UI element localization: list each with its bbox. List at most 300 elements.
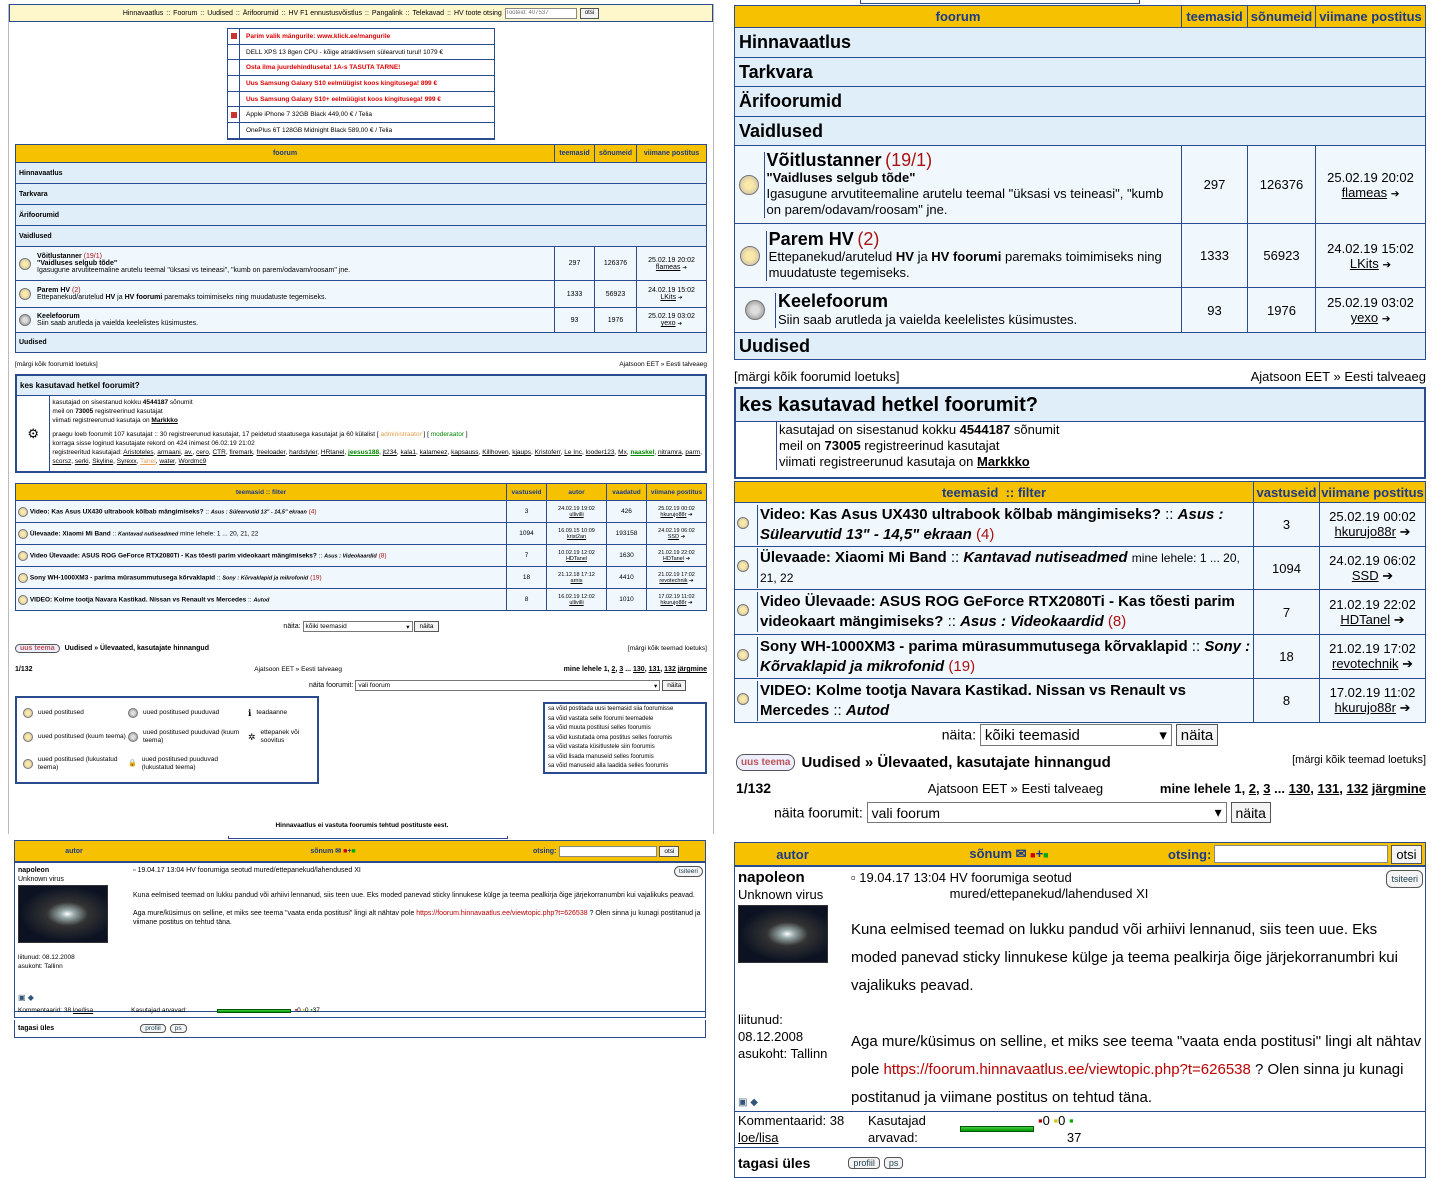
- topic-icon: [737, 515, 757, 535]
- topic-replies: 8: [1254, 679, 1320, 723]
- timezone-label: Ajatsoon EET » Eesti talveaeg: [619, 361, 707, 368]
- forum-title[interactable]: Võitlustanner: [37, 253, 82, 260]
- legend-item: uued postitused puuduvad: [128, 704, 248, 722]
- ad-text[interactable]: Apple iPhone 7 32GB Black 449,00 € / Telia: [246, 111, 372, 119]
- online-user[interactable]: Wordmc9: [178, 458, 207, 465]
- forum-row-parem-hv[interactable]: Parem HV (2) Ettepanekud/arutelud HV ja HV foorumi paremaks toimimiseks ning muudatuste tegemiseks.: [735, 224, 1182, 288]
- topic-pages[interactable]: mine lehele: 1 ... 20, 21, 22: [180, 530, 259, 538]
- ad-spacer: [228, 60, 240, 75]
- topics-table: teemasid :: filter vastuseid autor vaadatud viimane postitus Video: Kas Asus UX430 ultrabook kõlbab mängimiseks? :: Asus : Sülearvutid 13" - 14,5" ekraan (4) 3 24.02.19 19:02 ullivilli 426 25.02.19 00:02 hkurujo88r ➔ Ülevaade: Xiaomi Mi Band :: Kantavad nutiseadmed mine lehele: 1 ... 20, 21, 22 1094 16.09.15 10:09 krist2an 193158 24.02.19 06:02 SSD ➔ Video Ülevaade: ASUS ROG GeForce RTX2080Ti - Kas tõesti parim videokaart mängimiseks? :: Asus : Videokaardid (8) 7 10.02.19 12:02 HDTanel 1630 21.02.19 22:02 HDTanel ➔ Sony WH-1000XM3 - parima mürasummutusega kõrvaklapid :: Sony : Kõrvaklapid ja mikrofonid (19) 18 21.12.18 17:12 arnis 4410 21.02.19 17:02 revotechnik ➔ VIDEO: Kolme tootja Navara Kastikad. Nissan vs Renault vs Mercedes :: Autod 8 16.02.19 12:02 ullivilli 1010 17.02.19 11:02 hkurujo88r ➔: [15, 483, 707, 611]
- filter-link[interactable]: filter: [1017, 484, 1047, 500]
- legend-item: uued postitused (kuum teema): [23, 725, 128, 749]
- ad-box: [227, 28, 495, 140]
- page-link[interactable]: 131: [648, 666, 661, 673]
- topic-icon: [737, 602, 757, 622]
- ad-row[interactable]: [228, 123, 494, 139]
- topic-replies: 7: [1254, 590, 1320, 635]
- forum-row-voitlustanner[interactable]: Võitlustanner (19/1) "Vaidluses selgub tõde" Igasugune arvutiteemaline arutelu teemal "üksasi vs teineasi", "kumb on parem/odavam/roosam" jne.: [735, 146, 1182, 224]
- topic-replies: 1094: [507, 523, 547, 545]
- ad-row[interactable]: [228, 60, 494, 76]
- category-arifoorumid[interactable]: Ärifoorumid: [735, 87, 1426, 117]
- ad-row[interactable]: [228, 92, 494, 108]
- posts-count: 126376: [1248, 146, 1316, 224]
- post-body-p1: Kuna eelmised teemad on lukku pandud või arhiivi lennanud, siis teen uue. Eks moded panevad sticky linnukese külge ja teema pealkirja õige järjekorranumbri kui vajalikuks peavad.: [851, 921, 1398, 994]
- last-post-user[interactable]: flameas: [1341, 184, 1388, 200]
- product-search-input[interactable]: [505, 8, 577, 19]
- online-user[interactable]: nitramra: [657, 449, 682, 456]
- show-topics-button[interactable]: näita: [1176, 724, 1219, 746]
- online-users-list[interactable]: registreeritud kasutajad: Aristoteles, armaani, av., cero, CTR, firemark, freeloader, hardstyler, HRtanel, jeesus188, jt234, kala1, kalameez, kapsauss, Killhoven, kjaups, Kristoferr, Le Inc, looder123, Mx, naaskel, nitramra, parm, scorsz, serki, Skyline, Syrexx, Tanel, water, Wordmc9: [52, 449, 703, 465]
- online-user[interactable]: Skyline: [92, 458, 114, 465]
- topic-subforum[interactable]: Autod: [845, 701, 890, 719]
- nav-sep: ::: [235, 9, 240, 17]
- forum-list-zoomed: foorum teemasid sõnumeid viimane postitus Hinnavaatlus Tarkvara Ärifoorumid Vaidlused Võitlustanner (19/1) "Vaidluses selgub tõde" Igasugune arvutiteemaline arutelu teemal "üksasi vs teineasi", "kumb on parem/odavam/roosam" jne. 297 126376 25.02.19 20:02 flameas ➔ Parem HV (2) Ettepanekud/arutelud HV ja HV foorumi paremaks toimimiseks ning muudatuste tegemiseks. 1333 56923 24.02.19 15:02 LKits ➔ Keelefoorum Siin saab arutleda ja vaielda keelelistes küsimustes. 93 1976 25.02.19 03:02 yexo ➔ Uudised [märgi kõik foorumid loetuks] Ajatsoon EET » Eesti talveaeg kes kasutavad hetkel foorumit? kasutajad on sisestanud kokku 4544187 sõnumit meil on 73005 registreerinud kasutajat viimati registreerunud kasutaja on Markkko teemasid :: filter vastuseid viimane postitus Video: Kas Asus UX430 ultrabook kõlbab mängimiseks? :: Asus : Sülearvutid 13" - 14,5" ekraan (4) 3 25.02.19 00:02 hkurujo88r ➔ Ülevaade: Xiaomi Mi Band :: Kantavad nutiseadmed mine lehele: 1 ... 20, 21, 22 1094 24.02.19 06:02 SSD ➔ Video Ülevaade: ASUS ROG GeForce RTX2080Ti - Kas tõesti parim videokaart mängimiseks? :: Asus : Videokaardid (8) 7 21.02.19 22:02 HDTanel ➔ Sony WH-1000XM3 - parima mürasummutusega kõrvaklapid :: Sony : Kõrvaklapid ja mikrofonid (19) 18 21.02.19 17:02 revotechnik ➔ VIDEO: Kolme tootja Navara Kastikad. Nissan vs Renault vs Mercedes :: Autod 8 17.02.19 11:02 hkurujo88r ➔ näita: kõiki teemasid ▾ näita uus teema Uudised » Ülevaated, kasutajate hinnangud [märgi kõik teemad loetuks] 1/132 Ajatsoon EET » Eesti talveaeg mine lehele 1, 2, 3 ... 130, 131, 132 järgmine näita foorumit: vali foorum ▾ näita: [730, 0, 1432, 828]
- topic-author: 24.02.19 19:02 ullivilli: [547, 501, 607, 523]
- newest-user-link[interactable]: Markkko: [151, 417, 178, 424]
- topics-count: 1333: [1182, 224, 1248, 288]
- topic-count: (19): [948, 657, 976, 675]
- nav-link[interactable]: Uudised: [207, 9, 233, 17]
- quote-button[interactable]: tsiteeri: [674, 866, 703, 877]
- nav-sep: ::: [365, 9, 369, 17]
- topic-row[interactable]: VIDEO: Kolme tootja Navara Kastikad. Nissan vs Renault vs Mercedes :: Autod 8 16.02.19 12:02 ullivilli 1010 17.02.19 11:02 hkurujo88r ➔: [16, 589, 707, 611]
- topic-subforum[interactable]: Asus : Videokaardid: [960, 613, 1104, 630]
- topic-count: (8): [378, 552, 387, 560]
- online-user[interactable]: Aristoteles: [123, 449, 154, 456]
- online-user[interactable]: kala1: [400, 449, 417, 456]
- ad-spacer: [228, 123, 240, 138]
- topic-author: 16.09.15 10:09 krist2an: [547, 523, 607, 545]
- topic-title[interactable]: Ülevaade: Xiaomi Mi Band: [29, 530, 111, 538]
- online-user[interactable]: Syrexx: [116, 458, 137, 465]
- folder-new-icon: [739, 175, 759, 195]
- page-link[interactable]: ...: [625, 666, 632, 673]
- legend-item: uued postitused: [23, 704, 128, 722]
- folder-new-icon: [19, 288, 31, 300]
- online-user[interactable]: Kristoferr: [534, 449, 561, 456]
- mark-topics-read-link[interactable]: [märgi kõik teemad loetuks]: [627, 645, 707, 652]
- permission-line: sa võid muuta postitusi selles foorumis: [548, 725, 651, 731]
- topic-subforum[interactable]: Sony : Kõrvaklapid ja mikrofonid: [222, 575, 309, 582]
- page-link[interactable]: ...: [1274, 780, 1285, 796]
- timezone-label: Ajatsoon EET » Eesti talveaeg: [1250, 369, 1426, 384]
- online-user[interactable]: parm: [685, 449, 701, 456]
- nav-link[interactable]: Telekavad: [412, 9, 445, 17]
- jump-forum-select[interactable]: vali foorum ▾: [867, 802, 1227, 823]
- last-post-user[interactable]: yexo: [1350, 310, 1379, 325]
- posts-count: 56923: [595, 281, 637, 308]
- post-date: 19.04.17 13:04: [137, 867, 185, 874]
- topic-subforum[interactable]: Sony : Kõrvaklapid ja mikrofonid: [760, 637, 1251, 675]
- topic-icon: [18, 529, 28, 539]
- topic-icon: [737, 647, 757, 667]
- profile-button[interactable]: profiil: [140, 1024, 166, 1033]
- top-navigation: [9, 4, 713, 22]
- who-is-online-box: kes kasutavad hetkel foorumit? ⚙ kasutajad on sisestanud kokku 4544187 sõnumit meil on 73005 registreerinud kasutajat viimati registreerunud kasutaja on Markkko praegu loeb foorumit 107 kasutajat :: 30 registreerunud kasutajat, 17 peidetud staatusega kasutajat ja 60 külalist [ administraator ] [ moderaator ] korraga sisse loginud kasutajate rekord on 424 inimest 06.02.19 21:02 registreeritud kasutajad: Aristoteles, armaani, av., cero, CTR, firemark, freeloader, hardstyler, HRtanel, jeesus188, jt234, kala1, kalameez, kapsauss, Killhoven, kjaups, Kristoferr, Le Inc, looder123, Mx, naaskel, nitramra, parm, scorsz, serki, Skyline, Syrexx, Tanel, water, Wordmc9: [15, 374, 707, 473]
- last-post: 24.02.19 15:02 LKits ➔: [1316, 224, 1426, 288]
- topic-row[interactable]: Video: Kas Asus UX430 ultrabook kõlbab mängimiseks? :: Asus : Sülearvutid 13" - 14,5" ekraan (4) 3 24.02.19 19:02 ullivilli 426 25.02.19 00:02 hkurujo88r ➔: [16, 501, 707, 523]
- profile-icons[interactable]: ▣ ◆: [738, 1097, 758, 1108]
- breadcrumb-forum[interactable]: Ülevaated, kasutajate hinnangud: [877, 754, 1111, 771]
- mark-topics-read-link[interactable]: [märgi kõik teemad loetuks]: [1292, 754, 1426, 766]
- forum-table: [734, 5, 1426, 360]
- topic-last-post: 24.02.19 06:02 SSD ➔: [1320, 547, 1426, 590]
- permission-line: sa võid kustutada oma postitus selles foorumis: [548, 734, 673, 741]
- newest-user-link[interactable]: Markkko: [977, 454, 1030, 469]
- topic-title[interactable]: Video Ülevaade: ASUS ROG GeForce RTX2080Ti - Kas tõesti parim videokaart mängimiseks?: [29, 552, 317, 560]
- online-user[interactable]: Killhoven: [482, 449, 509, 456]
- page-link[interactable]: 132: [664, 666, 676, 673]
- topic-title[interactable]: Sony WH-1000XM3 - parima mürasummutusega kõrvaklapid: [29, 574, 216, 582]
- topic-last-post: 17.02.19 11:02 hkurujo88r ➔: [647, 589, 707, 611]
- category-uudised[interactable]: Uudised: [16, 333, 707, 353]
- topic-row[interactable]: Sony WH-1000XM3 - parima mürasummutusega kõrvaklapid :: Sony : Kõrvaklapid ja mikrofonid (19) 18 21.02.19 17:02 revotechnik ➔: [735, 635, 1426, 679]
- permission-line: sa võid postitada uusi teemasid siia foorumisse: [548, 706, 674, 712]
- category-vaidlused[interactable]: Vaidlused: [16, 226, 707, 247]
- folder-new-icon: [740, 246, 760, 266]
- last-post-user[interactable]: flameas: [655, 263, 681, 271]
- mark-forums-read-link[interactable]: [märgi kõik foorumid loetuks]: [15, 361, 98, 368]
- ad-row[interactable]: [228, 29, 494, 45]
- topic-views: 1630: [607, 545, 647, 567]
- topic-count: (8): [1107, 613, 1127, 630]
- post-author[interactable]: napoleon: [18, 867, 50, 874]
- who-title: kes kasutavad hetkel foorumit?: [736, 389, 1424, 422]
- page-link[interactable]: 130: [1288, 780, 1311, 796]
- mark-forums-read-link[interactable]: [märgi kõik foorumid loetuks]: [734, 369, 900, 384]
- topic-author: 16.02.19 12:02 ullivilli: [547, 589, 607, 611]
- legend-item: 🔒 uued postitused puuduvad (lukustatud teema): [128, 756, 218, 771]
- topic-count: (4): [976, 525, 995, 543]
- online-user[interactable]: kapsauss: [451, 449, 479, 456]
- posts-count: 1976: [595, 308, 637, 333]
- online-user[interactable]: jt234: [382, 449, 397, 456]
- topics-count: 93: [1182, 288, 1248, 333]
- page-link[interactable]: 1: [603, 666, 608, 673]
- topic-count: (19): [310, 574, 322, 582]
- back-to-top-link[interactable]: tagasi üles: [738, 1154, 811, 1171]
- ad-text[interactable]: Uus Samsung Galaxy S10 eelmüügist koos kingitusega! 899 €: [246, 79, 438, 87]
- online-user[interactable]: jeesus188: [348, 449, 380, 456]
- legend-icon: [23, 708, 33, 718]
- page-link[interactable]: 2: [611, 666, 616, 673]
- nav-link[interactable]: Hinnavaatlus: [122, 9, 164, 17]
- topic-author: 21.12.18 17:12 arnis: [547, 567, 607, 589]
- permission-line: sa võid vastata selle foorumi teemadele: [548, 715, 654, 722]
- permission-line: sa võid lisada manuseid selles foorumis: [548, 753, 654, 760]
- nav-sep: ::: [405, 9, 410, 17]
- author-rank: Unknown virus: [738, 887, 824, 902]
- post-link[interactable]: https://foorum.hinnavaatlus.ee/viewtopic.php?t=626538: [416, 910, 588, 917]
- ad-spacer: [228, 76, 240, 91]
- online-user[interactable]: cero: [196, 449, 209, 456]
- ad-text[interactable]: Parim valik mängurile: www.klick.ee/mangurile: [246, 32, 391, 40]
- post-view-small: autor sõnum ✉ ■+■ otsing: otsi napoleon Unknown virus liitunud: 08.12.2008 asukoht: Tallinn ▣ ◆ ▫ 19.04.17 13:04 HV foorumiga seotud mured/ettepanekud/lahendused XI tsiteeri Kuna eelmised teemad on lukku pandud või arhiivi lennanud, siis teen uue. Eks moded panevad sticky linnukese külge ja teema pealkirja õige järjekorranumbri kui vajalikuks peavad. Aga mure/küsimus on selline, et miks see teema "vaata enda postitusi" lingi alt nähtav pole https://foorum.hinnavaatlus.ee/viewtopic.php?t=626538 ? Olen sinna ju kunagi postitanud ja viimane postitus on tehtud täna. Kommentaarid: 38 loe/lisa Kasutajad arvavad: ▪0 ▪0 ▪37 tagasi üles profiil ps: [8, 836, 714, 1044]
- topic-author: 10.02.19 12:02 HDTanel: [547, 545, 607, 567]
- pagination[interactable]: mine lehele 1, 2, 3 ... 130, 131, 132 järgmine: [1159, 780, 1426, 796]
- col-last: viimane postitus: [1316, 6, 1426, 28]
- jump-forum-button[interactable]: näita: [1231, 802, 1271, 823]
- topic-replies: 7: [507, 545, 547, 567]
- online-user[interactable]: looder123: [585, 449, 615, 456]
- col-last: viimane postitus: [637, 145, 707, 163]
- col-posts: sõnumeid: [1248, 6, 1316, 28]
- legend-item: uued postitused (lukustatud teema): [23, 752, 128, 776]
- topic-row[interactable]: Video: Kas Asus UX430 ultrabook kõlbab mängimiseks? :: Asus : Sülearvutid 13" - 14,5" ekraan (4) 3 25.02.19 00:02 hkurujo88r ➔: [735, 503, 1426, 547]
- col-topics: teemasid: [1182, 6, 1248, 28]
- ad-icon: [228, 29, 240, 44]
- col-forum: foorum: [735, 6, 1182, 28]
- topic-title[interactable]: VIDEO: Kolme tootja Navara Kastikad. Nissan vs Renault vs Mercedes: [760, 681, 1186, 719]
- topic-replies: 3: [507, 501, 547, 523]
- nav-link[interactable]: HV toote otsing: [453, 9, 502, 17]
- rating-bar: [960, 1126, 1034, 1132]
- topic-replies: 8: [507, 589, 547, 611]
- show-topics-button[interactable]: näita: [414, 621, 438, 632]
- new-topic-button[interactable]: uus teema: [736, 754, 795, 771]
- topic-icon: [18, 507, 28, 517]
- quote-button[interactable]: tsiteeri: [1386, 870, 1423, 888]
- nav-link[interactable]: HV F1 ennustusvõistlus: [288, 9, 362, 17]
- post-search-input[interactable]: [1214, 845, 1388, 863]
- online-user[interactable]: armaani: [157, 449, 181, 456]
- page-link[interactable]: 1: [1234, 780, 1242, 796]
- topic-row[interactable]: Video Ülevaade: ASUS ROG GeForce RTX2080Ti - Kas tõesti parim videokaart mängimiseks? :: Asus : Videokaardid (8) 7 21.02.19 22:02 HDTanel ➔: [735, 590, 1426, 635]
- online-user[interactable]: serki: [74, 458, 89, 465]
- ad-row[interactable]: [228, 76, 494, 92]
- col-topics: teemasid: [555, 145, 595, 163]
- next-page-link[interactable]: järgmine: [677, 666, 707, 673]
- forum-title[interactable]: Keelefoorum: [778, 290, 889, 311]
- rating-bar: [217, 1009, 291, 1013]
- topic-subforum[interactable]: Asus : Sülearvutid 13" - 14,5" ekraan: [760, 505, 1224, 543]
- legend-icon: 🔒: [128, 760, 137, 767]
- category-tarkvara[interactable]: Tarkvara: [16, 184, 707, 205]
- online-user[interactable]: kjaups: [512, 449, 531, 456]
- topic-title[interactable]: Video: Kas Asus UX430 ultrabook kõlbab mängimiseks?: [760, 505, 1161, 523]
- topic-icon: [18, 595, 28, 605]
- forum-title[interactable]: Keelefoorum: [37, 313, 80, 320]
- nav-link[interactable]: Pangalink: [371, 9, 403, 17]
- jump-forum-button[interactable]: näita: [662, 680, 686, 691]
- last-post: 24.02.19 15:02 LKits ➔: [637, 281, 707, 308]
- profile-button[interactable]: profiil: [848, 1157, 880, 1169]
- topic-views: 426: [607, 501, 647, 523]
- comments-link[interactable]: loe/lisa: [738, 1130, 779, 1145]
- topic-last-post: 25.02.19 00:02 hkurujo88r ➔: [647, 501, 707, 523]
- topic-row[interactable]: Video Ülevaade: ASUS ROG GeForce RTX2080Ti - Kas tõesti parim videokaart mängimiseks? :: Asus : Videokaardid (8) 7 10.02.19 12:02 HDTanel 1630 21.02.19 22:02 HDTanel ➔: [16, 545, 707, 567]
- show-topics-select[interactable]: kõiki teemasid ▾: [303, 621, 413, 632]
- last-post: 25.02.19 20:02 flameas ➔: [637, 247, 707, 281]
- forum-desc: Siin saab arutleda ja vaielda keelelistes küsimustes.: [37, 320, 199, 327]
- topic-subforum[interactable]: Autod: [253, 597, 270, 604]
- online-user[interactable]: naaskel: [630, 449, 655, 456]
- jump-forum-select[interactable]: vali foorum ▾: [355, 680, 660, 691]
- topic-row[interactable]: Sony WH-1000XM3 - parima mürasummutusega kõrvaklapid :: Sony : Kõrvaklapid ja mikrofonid (19) 18 21.12.18 17:12 arnis 4410 21.02.19 17:02 revotechnik ➔: [16, 567, 707, 589]
- next-page-link[interactable]: järgmine: [1371, 780, 1426, 796]
- topics-table: teemasid :: filter vastuseid viimane postitus Video: Kas Asus UX430 ultrabook kõlbab mängimiseks? :: Asus : Sülearvutid 13" - 14,5" ekraan (4) 3 25.02.19 00:02 hkurujo88r ➔ Ülevaade: Xiaomi Mi Band :: Kantavad nutiseadmed mine lehele: 1 ... 20, 21, 22 1094 24.02.19 06:02 SSD ➔ Video Ülevaade: ASUS ROG GeForce RTX2080Ti - Kas tõesti parim videokaart mängimiseks? :: Asus : Videokaardid (8) 7 21.02.19 22:02 HDTanel ➔ Sony WH-1000XM3 - parima mürasummutusega kõrvaklapid :: Sony : Kõrvaklapid ja mikrofonid (19) 18 21.02.19 17:02 revotechnik ➔ VIDEO: Kolme tootja Navara Kastikad. Nissan vs Renault vs Mercedes :: Autod 8 17.02.19 11:02 hkurujo88r ➔: [734, 481, 1426, 723]
- topic-title[interactable]: Sony WH-1000XM3 - parima mürasummutusega kõrvaklapid: [760, 637, 1188, 655]
- topic-icon: [737, 558, 757, 578]
- legend-icon: [128, 708, 138, 718]
- topic-subforum[interactable]: Kantavad nutiseadmed: [117, 531, 179, 538]
- last-post: 25.02.19 03:02 yexo ➔: [1316, 288, 1426, 333]
- icon-legend: [15, 696, 319, 784]
- last-post-user[interactable]: LKits: [1349, 255, 1379, 271]
- nav-sep: ::: [200, 9, 205, 17]
- nav-link[interactable]: Foorum: [173, 9, 198, 17]
- legend-icon: [23, 732, 33, 742]
- pagination[interactable]: mine lehele 1, 2, 3 ... 130, 131, 132 järgmine: [563, 666, 707, 673]
- topics-count: 297: [1182, 146, 1248, 224]
- post-search-button[interactable]: otsi: [659, 846, 679, 857]
- topic-last-post: 21.02.19 17:02 revotechnik ➔: [647, 567, 707, 589]
- topic-count: (4): [308, 508, 317, 516]
- online-user[interactable]: water: [159, 458, 175, 465]
- topic-row[interactable]: Ülevaade: Xiaomi Mi Band :: Kantavad nutiseadmed mine lehele: 1 ... 20, 21, 22 1094 24.02.19 06:02 SSD ➔: [735, 547, 1426, 590]
- pm-button[interactable]: ps: [884, 1157, 904, 1169]
- topic-row[interactable]: VIDEO: Kolme tootja Navara Kastikad. Nissan vs Renault vs Mercedes :: Autod 8 17.02.19 11:02 hkurujo88r ➔: [735, 679, 1426, 723]
- show-topics-select[interactable]: kõiki teemasid ▾: [980, 724, 1172, 746]
- topic-pages[interactable]: mine lehele: 1 ... 20, 21, 22: [760, 551, 1240, 585]
- forum-table: [15, 144, 707, 353]
- last-post-user[interactable]: yexo: [660, 320, 676, 327]
- ad-text[interactable]: Uus Samsung Galaxy S10+ eelmüügist koos kingitusega! 999 €: [246, 95, 441, 103]
- page-link[interactable]: 3: [1263, 780, 1271, 796]
- breadcrumb-forum[interactable]: Ülevaated, kasutajate hinnangud: [100, 645, 209, 652]
- new-topic-button[interactable]: uus teema: [15, 644, 60, 653]
- category-hinnavaatlus[interactable]: Hinnavaatlus: [735, 28, 1426, 58]
- topic-icon: [18, 551, 28, 561]
- topic-subforum[interactable]: Kantavad nutiseadmed: [963, 549, 1128, 566]
- topic-last-post: 25.02.19 00:02 hkurujo88r ➔: [1320, 503, 1426, 547]
- forum-title[interactable]: Võitlustanner: [766, 149, 882, 170]
- ad-text[interactable]: Osta ilma juurdehindluseta! 1A-s TASUTA TARNE!: [246, 64, 401, 72]
- topic-row[interactable]: Ülevaade: Xiaomi Mi Band :: Kantavad nutiseadmed mine lehele: 1 ... 20, 21, 22 1094 16.09.15 10:09 krist2an 193158 24.02.19 06:02 SSD ➔: [16, 523, 707, 545]
- nav-link[interactable]: Ärifoorumid: [242, 9, 279, 17]
- legend-item: uued postitused puuduvad (kuum teema): [128, 725, 248, 749]
- online-user[interactable]: Le Inc: [564, 449, 582, 456]
- legend-item: ✲ ettepanek või soovitus: [248, 729, 300, 744]
- last-post: 25.02.19 03:02 yexo ➔: [637, 308, 707, 333]
- topic-replies: 3: [1254, 503, 1320, 547]
- folder-icon: [745, 300, 765, 320]
- topic-title[interactable]: VIDEO: Kolme tootja Navara Kastikad. Nissan vs Renault vs Mercedes: [29, 596, 247, 604]
- online-user[interactable]: kalameez: [419, 449, 448, 456]
- folder-new-icon: [19, 258, 31, 270]
- forum-row-keelefoorum[interactable]: Keelefoorum Siin saab arutleda ja vaielda keelelistes küsimustes.: [735, 288, 1182, 333]
- post-author[interactable]: napoleon: [738, 869, 805, 886]
- topics-count: 93: [555, 308, 595, 333]
- page-link[interactable]: 2: [1248, 780, 1257, 796]
- ad-text[interactable]: OnePlus 6T 128GB Midnight Black 589,00 € / Telia: [246, 126, 393, 134]
- forum-title[interactable]: Parem HV: [768, 228, 854, 249]
- nav-links[interactable]: [123, 10, 502, 17]
- who-title: kes kasutavad hetkel foorumit?: [17, 376, 705, 396]
- ad-spacer: [228, 45, 240, 60]
- category-tarkvara[interactable]: Tarkvara: [735, 58, 1426, 87]
- topic-title[interactable]: Video: Kas Asus UX430 ultrabook kõlbab mängimiseks?: [29, 508, 204, 516]
- filter-link[interactable]: filter: [272, 488, 287, 496]
- online-user[interactable]: av.: [184, 449, 193, 456]
- online-user[interactable]: freeloader: [256, 449, 286, 456]
- post-search-button[interactable]: otsi: [1391, 845, 1421, 864]
- topic-subforum[interactable]: Asus : Videokaardid: [324, 553, 377, 560]
- who-is-online-box: kes kasutavad hetkel foorumit? kasutajad on sisestanud kokku 4544187 sõnumit meil on 73005 registreerinud kasutajat viimati registreerunud kasutaja on Markkko: [734, 387, 1426, 479]
- online-user[interactable]: firemark: [229, 449, 253, 456]
- product-search-button[interactable]: otsi: [580, 8, 599, 19]
- forum-row-keelefoorum[interactable]: [16, 308, 555, 333]
- comments-link[interactable]: loe/lisa: [72, 1007, 94, 1014]
- ad-text[interactable]: DELL XPS 13 8gen CPU - kõige atraktiivsem sülearvuti turul! 1079 €: [246, 48, 444, 56]
- page-link[interactable]: 3: [619, 666, 624, 673]
- category-vaidlused[interactable]: Vaidlused: [735, 117, 1426, 146]
- forum-title[interactable]: Parem HV: [37, 287, 71, 294]
- forum-list-overview: Hinnavaatlus :: Foorum :: Uudised :: Ärifoorumid :: HV F1 ennustusvõistlus :: Pangalink :: Telekavad :: HV toote otsing Tooteid: 407537 otsi Parim valik mängurile: www.klick.ee/mangurile DELL XPS 13 8gen CPU - kõige atraktiivsem sülearvuti turul! 1079 € Osta ilma juurdehindluseta! 1A-s TASUTA TARNE! Uus Samsung Galaxy S10 eelmüügist koos kingitusega! 899 € Uus Samsung Galaxy S10+ eelmüügist koos kingitusega! 999 € Apple iPhone 7 32GB Black 449,00 € / Telia OnePlus 6T 128GB Midnight Black 589,00 € / Telia foorum teemasid sõnumeid viimane postitus Hinnavaatlus Tarkvara Ärifoorumid Vaidlused Võitlustanner (19/1) "Vaidluses selgub tõde" Igasugune arvutiteemaline arutelu teemal "üksasi vs teineasi", "kumb on parem/odavam/roosam" jne. 297 126376 25.02.19 20:02 flameas ➔ Parem HV (2) Ettepanekud/arutelud HV ja HV foorumi paremaks toimimiseks ning muudatuste tegemiseks. 1333 56923 24.02.19 15:02 LKits ➔ Keelefoorum Siin saab arutleda ja vaielda keelelistes küsimustes. 93 1976 25.02.19 03:02 yexo ➔ Uudised [märgi kõik foorumid loetuks] Ajatsoon EET » Eesti talveaeg kes kasutavad hetkel foorumit? ⚙ kasutajad on sisestanud kokku 4544187 sõnumit meil on 73005 registreerinud kasutajat viimati registreerunud kasutaja on Markkko praegu loeb foorumit 107 kasutajat :: 30 registreerunud kasutajat, 17 peidetud staatusega kasutajat ja 60 külalist [ administraator ] [ moderaator ] korraga sisse loginud kasutajate rekord on 424 inimest 06.02.19 21:02 registreeritud kasutajad: Aristoteles, armaani, av., cero, CTR, firemark, freeloader, hardstyler, HRtanel, jeesus188, jt234, kala1, kalameez, kapsauss, Killhoven, kjaups, Kristoferr, Le Inc, looder123, Mx, naaskel, nitramra, parm, scorsz, serki, Skyline, Syrexx, Tanel, water, Wordmc9 teemasid :: filter vastuseid autor vaadatud viimane postitus Video: Kas Asus UX430 ultrabook kõlbab mängimiseks? :: Asus : Sülearvutid 13" - 14,5" ekraan (4) 3 24.02.19 19:02 ullivilli 426 25.02.19 00:02 hkurujo88r ➔ Ülevaade: Xiaomi Mi Band :: Kantavad nutiseadmed mine lehele: 1 ... 20, 21, 22 1094 16.09.15 10:09 krist2an 193158 24.02.19 06:02 SSD ➔ Video Ülevaade: ASUS ROG GeForce RTX2080Ti - Kas tõesti parim videokaart mängimiseks? :: Asus : Videokaardid (8) 7 10.02.19 12:02 HDTanel 1630 21.02.19 22:02 HDTanel ➔ Sony WH-1000XM3 - parima mürasummutusega kõrvaklapid :: Sony : Kõrvaklapid ja mikrofonid (19) 18 21.12.18 17:12 arnis 4410 21.02.19 17:02 revotechnik ➔ VIDEO: Kolme tootja Navara Kastikad. Nissan vs Renault vs Mercedes :: Autod 8 16.02.19 12:02 ullivilli 1010 17.02.19 11:02 hkurujo88r ➔ näita: kõiki teemasid ▾ näita uus teema Uudised » Ülevaated, kasutajate hinnangud [märgi kõik teemad loetuks] 1/132 Ajatsoon EET » Eesti talveaeg mine lehele 1, 2, 3 ... 130, 131, 132 järgmine näita foorumit: vali foorum ▾ näita uued postitused uued postitused puuduvad ℹ teadaanne uued postitused (kuum teema) uued postitused puuduvad (kuum teema) ✲ ettepanek või soovitus uued postitused (lukustatud teema) 🔒 uued postitused puuduvad (lukustatud teema) sa võid postitada uusi teemasid siia foorumisse sa võid vastata selle foorumi teemadele sa võid muuta postitusi selles foorumis sa võid kustutada oma postitus selles foorumis sa võid vastata küsitlustele siin foorumis sa võid lisada manuseid selles foorumis sa võid manuseid alla laadida selles foorumis Hinnavaatlus ei vastuta foorumis tehtud postituste eest.: [8, 4, 714, 834]
- page-link[interactable]: 132: [1346, 780, 1369, 796]
- ad-row[interactable]: [228, 107, 494, 123]
- breadcrumb-uudised[interactable]: Uudised: [801, 754, 861, 771]
- pm-button[interactable]: ps: [170, 1024, 187, 1033]
- online-user[interactable]: HRtanel: [320, 449, 345, 456]
- online-user[interactable]: Tanel: [140, 458, 156, 465]
- category-hinnavaatlus[interactable]: Hinnavaatlus: [16, 163, 707, 184]
- breadcrumb-uudised[interactable]: Uudised: [64, 645, 93, 652]
- nav-sep: ::: [166, 9, 171, 17]
- online-user[interactable]: hardstyler: [289, 449, 318, 456]
- topic-title[interactable]: Video Ülevaade: ASUS ROG GeForce RTX2080Ti - Kas tõesti parim videokaart mängimiseks?: [760, 593, 1235, 630]
- forum-row-voitlustanner[interactable]: [16, 247, 555, 281]
- author-avatar: [18, 885, 108, 943]
- col-posts: sõnumeid: [595, 145, 637, 163]
- author-rank: Unknown virus: [18, 876, 64, 883]
- forum-desc: Igasugune arvutiteemaline arutelu teemal "üksasi vs teineasi", "kumb on parem/odavam/roosam" jne.: [37, 267, 351, 274]
- page-link[interactable]: 130: [633, 666, 645, 673]
- profile-icons[interactable]: ▣ ◆: [18, 993, 34, 1002]
- topics-count: 1333: [555, 281, 595, 308]
- topic-views: 4410: [607, 567, 647, 589]
- legend-icon: ℹ: [248, 708, 252, 718]
- page-link[interactable]: 131: [1317, 780, 1340, 796]
- forum-row-parem-hv[interactable]: [16, 281, 555, 308]
- legend-item: ℹ teadaanne: [248, 708, 288, 718]
- topic-icon: [737, 691, 757, 711]
- topic-title[interactable]: Ülevaade: Xiaomi Mi Band: [760, 549, 947, 566]
- posts-count: 56923: [1248, 224, 1316, 288]
- online-user[interactable]: scorsz: [52, 458, 72, 465]
- topic-last-post: 17.02.19 11:02 hkurujo88r ➔: [1320, 679, 1426, 723]
- legend-icon: [128, 732, 138, 742]
- online-user[interactable]: Mx: [618, 449, 627, 456]
- online-user[interactable]: CTR: [212, 449, 226, 456]
- post-search-input[interactable]: [559, 846, 657, 857]
- topic-replies: 18: [507, 567, 547, 589]
- back-to-top-link[interactable]: tagasi üles: [18, 1025, 55, 1032]
- legend-icon: ✲: [248, 732, 256, 742]
- category-arifoorumid[interactable]: Ärifoorumid: [16, 205, 707, 226]
- nav-sep: ::: [281, 9, 286, 17]
- last-post-user[interactable]: LKits: [660, 294, 676, 301]
- topic-subforum[interactable]: Asus : Sülearvutid 13" - 14,5" ekraan: [210, 509, 307, 516]
- category-uudised[interactable]: Uudised: [735, 333, 1426, 360]
- col-topics: teemasid :: filter: [16, 484, 507, 501]
- users-icon: ⚙: [27, 426, 40, 441]
- ad-row[interactable]: [228, 45, 494, 61]
- page-indicator: 1/132: [15, 666, 33, 673]
- nav-sep: ::: [447, 9, 451, 17]
- post-body-p1: Kuna eelmised teemad on lukku pandud või arhiivi lennanud, siis teen uue. Eks moded panevad sticky linnukese külge ja teema pealkirja õige järjekorranumbri kui vajalikuks peavad.: [133, 892, 695, 899]
- post-link[interactable]: https://foorum.hinnavaatlus.ee/viewtopic.php?t=626538: [883, 1061, 1251, 1078]
